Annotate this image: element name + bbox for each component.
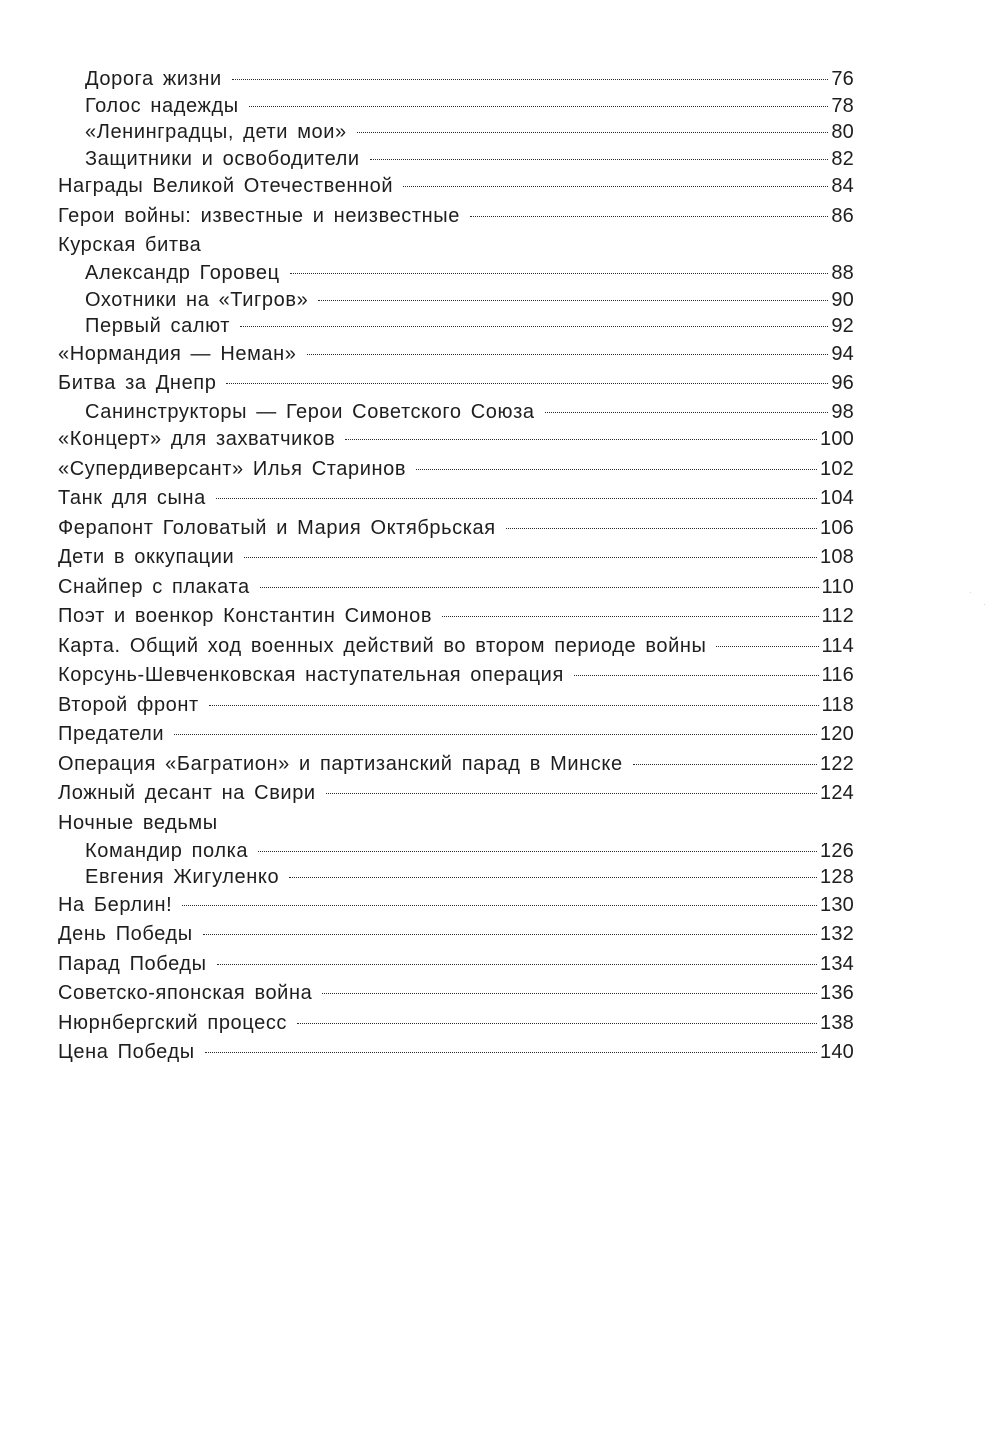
toc-subentry <box>58 93 854 120</box>
toc-entry-title: Предатели <box>58 723 165 745</box>
toc-entry-title: Цена Победы <box>58 1041 195 1063</box>
dot-leader <box>470 216 828 217</box>
dot-leader <box>370 159 829 160</box>
toc-section-heading <box>58 809 854 838</box>
toc-entry <box>58 750 854 780</box>
toc-entry <box>58 661 854 691</box>
toc-page-number: 90 <box>831 288 854 311</box>
dot-leader <box>357 132 829 133</box>
toc-entry-title: Парад Победы <box>58 952 207 975</box>
toc-subentry <box>58 399 854 426</box>
toc-page-number: 120 <box>820 723 854 745</box>
toc-entry <box>58 979 854 1009</box>
toc-entry-title: Танк для сына <box>58 487 206 509</box>
toc-page-number: 80 <box>831 121 854 143</box>
toc-page-number: 128 <box>820 866 854 888</box>
toc-entry-title: Карта. Общий ход военных действий во втором периоде войны <box>58 634 707 657</box>
toc-entry <box>58 543 854 573</box>
toc-page-number: 88 <box>831 262 854 284</box>
toc-entry <box>58 172 854 202</box>
toc-subentry <box>58 119 854 146</box>
toc-entry <box>58 484 854 514</box>
toc-page-number: 130 <box>820 893 854 916</box>
toc-subentry <box>58 864 854 891</box>
toc-page-number: 112 <box>821 605 854 627</box>
toc-entry <box>58 779 854 809</box>
toc-entry-title: Снайпер с плаката <box>58 575 250 598</box>
dot-leader <box>633 764 817 765</box>
dot-leader <box>442 616 818 617</box>
scan-speck <box>984 604 985 605</box>
toc-entry-title: Дорога жизни <box>85 68 222 90</box>
toc-entry <box>58 573 854 603</box>
toc-entry-title: Советско-японская война <box>58 982 313 1004</box>
toc-entry-title: Награды Великой Отечественной <box>58 175 394 197</box>
toc-entry-title: Защитники и освободители <box>85 147 360 170</box>
toc-page-number: 98 <box>831 400 854 423</box>
toc-page-number: 138 <box>820 1011 854 1034</box>
toc-entry-title: Битва за Днепр <box>58 372 217 394</box>
dot-leader <box>322 993 817 994</box>
toc-entry <box>58 920 854 950</box>
toc-entry-title: «Ленинградцы, дети мои» <box>85 121 347 143</box>
dot-leader <box>216 498 817 499</box>
toc-entry-title: Командир полка <box>85 839 249 862</box>
dot-leader <box>318 300 828 301</box>
toc-entry-title: На Берлин! <box>58 893 173 916</box>
dot-leader <box>249 106 829 107</box>
dot-leader <box>307 354 829 355</box>
dot-leader <box>182 905 817 906</box>
toc-page-number: 84 <box>831 175 854 197</box>
dot-leader <box>205 1052 817 1053</box>
toc-page-number: 106 <box>820 516 854 539</box>
toc-page-number: 132 <box>820 923 854 945</box>
toc-entry <box>58 514 854 544</box>
toc-subentry <box>58 146 854 173</box>
toc-subentry <box>58 838 854 865</box>
toc-subentry <box>58 287 854 314</box>
toc-entry-title: Поэт и военкор Константин Симонов <box>58 605 433 627</box>
toc-page-number: 82 <box>831 147 854 170</box>
dot-leader <box>716 646 818 647</box>
toc-page-number: 110 <box>821 575 854 598</box>
toc-page-number: 100 <box>820 428 854 450</box>
table-of-contents <box>58 66 854 1068</box>
scan-speck <box>970 592 971 593</box>
toc-entry-title: Курская битва <box>58 234 202 256</box>
dot-leader <box>203 934 817 935</box>
toc-entry-title: Александр Горовец <box>85 262 280 284</box>
toc-entry-title: Герои войны: известные и неизвестные <box>58 204 461 227</box>
dot-leader <box>209 705 819 706</box>
toc-entry-title: Санинструкторы — Герои Советского Союза <box>85 400 535 423</box>
dot-leader <box>403 186 828 187</box>
toc-entry-title: День Победы <box>58 923 193 945</box>
toc-page-number: 102 <box>820 457 854 480</box>
dot-leader <box>258 851 817 852</box>
toc-entry <box>58 1038 854 1068</box>
toc-page-number: 86 <box>831 204 854 227</box>
toc-entry <box>58 455 854 485</box>
toc-entry-title: «Концерт» для захватчиков <box>58 428 336 450</box>
toc-entry <box>58 425 854 455</box>
dot-leader <box>574 675 819 676</box>
toc-subentry <box>58 313 854 340</box>
toc-page-number: 118 <box>821 693 854 716</box>
toc-entry-title: Дети в оккупации <box>58 546 235 568</box>
toc-entry <box>58 720 854 750</box>
dot-leader <box>297 1023 817 1024</box>
toc-page-number: 108 <box>820 546 854 568</box>
toc-page-number: 78 <box>831 94 854 117</box>
toc-section-heading <box>58 231 854 260</box>
dot-leader <box>244 557 817 558</box>
toc-entry-title: Охотники на «Тигров» <box>85 288 309 311</box>
dot-leader <box>232 79 829 80</box>
toc-entry-title: Ложный десант на Свири <box>58 782 316 804</box>
toc-entry-title: «Супердиверсант» Илья Старинов <box>58 457 407 480</box>
toc-entry-title: Операция «Багратион» и партизанский парад в Минске <box>58 752 623 775</box>
dot-leader <box>260 587 819 588</box>
toc-entry <box>58 691 854 721</box>
toc-entry-title: Голос надежды <box>85 94 239 117</box>
toc-page-number: 126 <box>820 839 854 862</box>
dot-leader <box>226 383 828 384</box>
toc-page-number: 136 <box>820 982 854 1004</box>
dot-leader <box>345 439 817 440</box>
dot-leader <box>326 793 817 794</box>
toc-entry-title: «Нормандия — Неман» <box>58 342 297 365</box>
dot-leader <box>174 734 817 735</box>
toc-entry-title: Корсунь-Шевченковская наступательная операция <box>58 664 564 686</box>
toc-entry-title: Нюрнбергский процесс <box>58 1011 288 1034</box>
toc-entry-title: Второй фронт <box>58 693 199 716</box>
toc-page-number: 134 <box>820 952 854 975</box>
toc-page-number: 114 <box>821 634 854 657</box>
toc-subentry <box>58 260 854 287</box>
dot-leader <box>289 877 817 878</box>
dot-leader <box>240 326 828 327</box>
dot-leader <box>290 273 829 274</box>
toc-page-number: 122 <box>820 752 854 775</box>
toc-entry-title: Ночные ведьмы <box>58 811 218 834</box>
toc-entry <box>58 602 854 632</box>
toc-subentry <box>58 66 854 93</box>
dot-leader <box>506 528 817 529</box>
toc-page-number: 140 <box>820 1041 854 1063</box>
toc-entry <box>58 202 854 232</box>
dot-leader <box>545 412 829 413</box>
toc-entry <box>58 891 854 921</box>
toc-page-number: 104 <box>820 487 854 509</box>
toc-entry-title: Ферапонт Головатый и Мария Октябрьская <box>58 516 496 539</box>
toc-page-number: 124 <box>820 782 854 804</box>
dot-leader <box>416 469 817 470</box>
toc-page-number: 116 <box>821 664 854 686</box>
toc-page-number: 76 <box>831 68 854 90</box>
toc-entry <box>58 1009 854 1039</box>
toc-page-number: 96 <box>831 372 854 394</box>
toc-entry <box>58 369 854 399</box>
toc-entry <box>58 632 854 662</box>
toc-entry-title: Первый салют <box>85 315 231 337</box>
toc-entry <box>58 340 854 370</box>
toc-entry <box>58 950 854 980</box>
dot-leader <box>217 964 817 965</box>
toc-page-number: 92 <box>831 315 854 337</box>
toc-page-number: 94 <box>831 342 854 365</box>
toc-entry-title: Евгения Жигуленко <box>85 866 280 888</box>
